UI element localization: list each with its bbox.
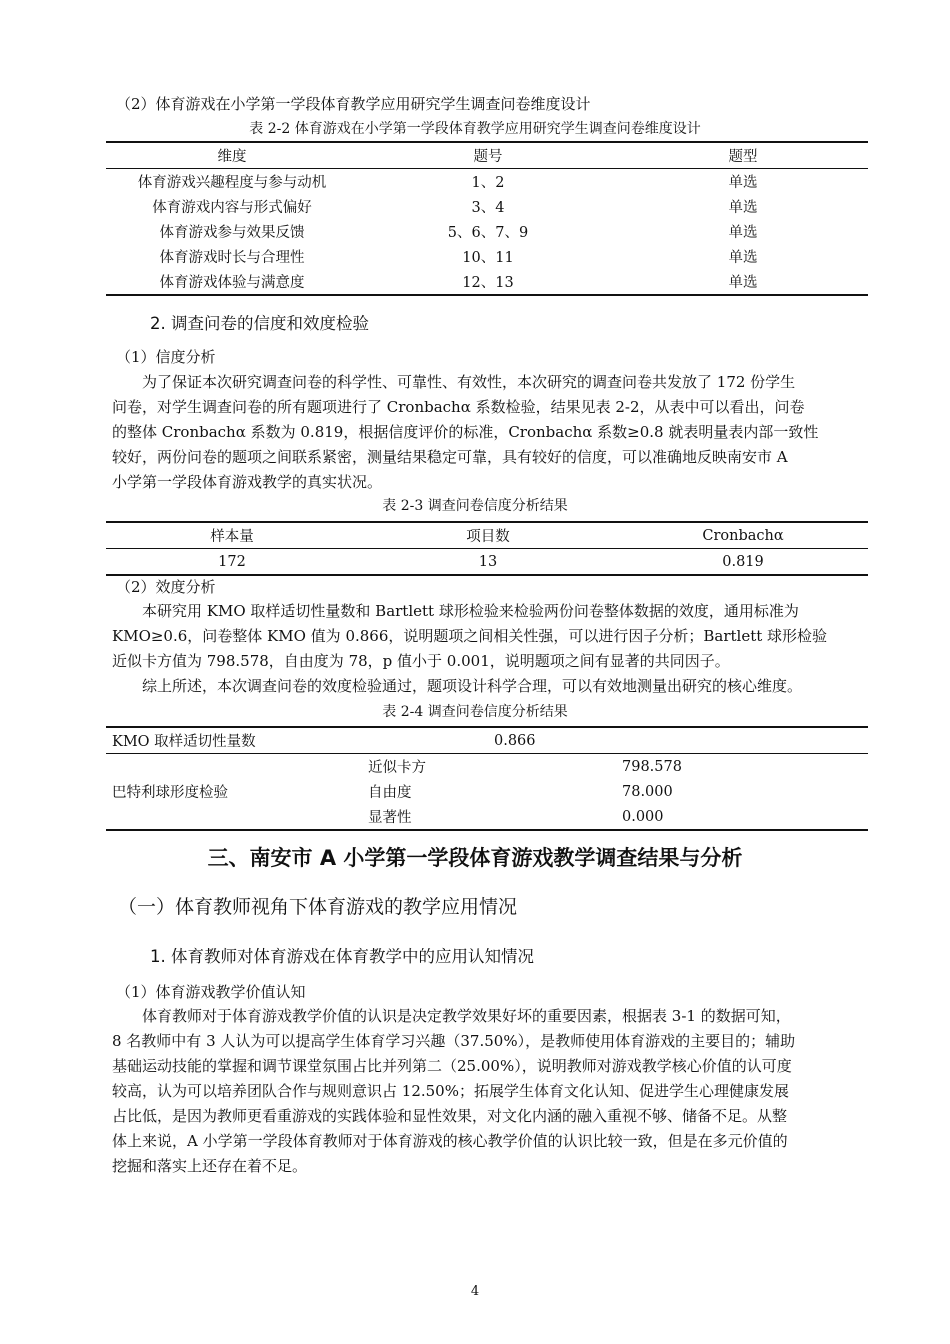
reliability-heading: （1）信度分析 [116,348,216,366]
table-cell: 798.578 [622,758,682,775]
subsection-title: 1. 体育教师对体育游戏在体育教学中的应用认知情况 [150,947,534,966]
table-row [106,219,868,244]
table-cell: 近似卡方 [368,760,426,776]
table-cell: 单选 [728,275,758,291]
paragraph-line: KMO≥0.6，问卷整体 KMO 值为 0.866，说明题项之间相关性强，可以进行因子分析；Bartlett 球形检验 [112,627,828,645]
table-cell: 5、6、7、9 [447,225,529,241]
table-cell: 体育游戏时长与合理性 [159,250,305,266]
paragraph-line: 本研究用 KMO 取样适切性量数和 Bartlett 球形检验来检验两份问卷整体数据的效度，通用标准为 [142,602,799,620]
table-2-3 [106,521,868,576]
value-cognition-paragraph [112,1004,860,1179]
table-cell: 0.000 [622,808,664,825]
table-cell: 单选 [728,175,758,191]
paragraph-line: 较高，认为可以培养团队合作与规则意识占 12.50%；拓展学生体育文化认知、促进学生心理健康发展 [112,1082,789,1100]
table-cell: 单选 [728,225,758,241]
table-2-4-caption: 表 2-4 调查问卷信度分析结果 [382,704,568,720]
table-cell: 172 [218,553,246,570]
reliability-paragraph [112,370,860,495]
table-row [106,169,868,195]
section-title-reliability-validity: 2. 调查问卷的信度和效度检验 [150,314,369,333]
table-cell: 13 [478,553,498,570]
table-cell: 10、11 [462,250,514,266]
paragraph-line: 体育教师对于体育游戏教学价值的认识是决定教学效果好坏的重要因素，根据表 3-1 的数据可知， [142,1007,791,1025]
table-cell: 显著性 [368,810,412,826]
table-row [106,194,868,219]
table-header-cell: Cronbachα [702,527,784,544]
table-cell: 体育游戏兴趣程度与参与动机 [137,175,327,191]
paragraph-line: 问卷，对学生调查问卷的所有题项进行了 Cronbachα 系数检验，结果见表 2-2，从表中可以看出，问卷 [112,398,805,416]
table-cell: 单选 [728,250,758,266]
paragraph-line: 为了保证本次研究调查问卷的科学性、可靠性、有效性，本次研究的调查问卷共发放了 172 份学生 [142,373,796,391]
paragraph-line: 体上来说，A 小学第一学段体育教师对于体育游戏的核心教学价值的认识比较一致，但是在多元价值的 [112,1132,788,1150]
value-cognition-heading: （1）体育游戏教学价值认知 [116,983,306,1001]
paragraph-line: 较好，两份问卷的题项之间联系紧密，测量结果稳定可靠，具有较好的信度，可以准确地反映南安市 A [112,448,788,466]
validity-paragraph [112,599,860,699]
paragraph-line: 8 名教师中有 3 人认为可以提高学生体育学习兴趣（37.50%），是教师使用体育游戏的主要目的；辅助 [112,1032,796,1050]
table-header-cell: 题号 [473,149,503,165]
validity-heading: （2）效度分析 [116,578,216,596]
paragraph-line: 的整体 Cronbachα 系数为 0.819，根据信度评价的标准，Cronbachα 系数≥0.8 就表明量表内部一致性 [112,423,819,441]
table-header-cell: 样本量 [210,529,254,545]
paragraph-line: 综上所述，本次调查问卷的效度检验通过，题项设计科学合理，可以有效地测量出研究的核心维度。 [142,677,803,695]
kmo-value: 0.866 [494,732,536,749]
table-cell: 12、13 [462,275,514,291]
questionnaire-dimension-heading: （2）体育游戏在小学第一学段体育教学应用研究学生调查问卷维度设计 [116,95,591,113]
table-cell: 1、2 [471,175,505,191]
table-cell: 体育游戏内容与形式偏好 [152,200,312,216]
table-header-row [106,522,868,549]
chapter-title: 三、南安市 A 小学第一学段体育游戏教学调查结果与分析 [207,846,743,870]
table-row [106,754,868,780]
table-2-2-caption: 表 2-2 体育游戏在小学第一学段体育教学应用研究学生调查问卷维度设计 [249,121,701,137]
table-cell: 体育游戏体验与满意度 [159,275,305,291]
table-header-row [106,142,868,169]
page-number: 4 [470,1284,480,1299]
table-row [106,549,868,576]
table-header-cell: 维度 [217,149,247,165]
paragraph-line: 近似卡方值为 798.578，自由度为 78，p 值小于 0.001，说明题项之间有显著的共同因子。 [112,652,730,670]
table-cell: 3、4 [471,200,505,216]
table-row [106,269,868,295]
table-row [106,244,868,269]
table-cell: 0.819 [722,553,764,570]
table-2-2 [106,141,868,296]
paragraph-line: 占比低，是因为教师更看重游戏的实践体验和显性效果，对文化内涵的融入重视不够、储备不足。从整 [112,1107,788,1125]
paragraph-line: 小学第一学段体育游戏教学的真实状况。 [112,473,383,491]
table-cell: 单选 [728,200,758,216]
table-cell: 自由度 [368,785,412,801]
table-2-3-caption: 表 2-3 调查问卷信度分析结果 [382,498,568,514]
paragraph-line: 挖掘和落实上还存在着不足。 [112,1157,308,1175]
table-2-4 [106,726,868,831]
bartlett-label: 巴特利球形度检验 [112,785,228,801]
paragraph-line: 基础运动技能的掌握和调节课堂氛围占比并列第二（25.00%），说明教师对游戏教学核心价值的认可度 [112,1057,792,1075]
table-cell: 体育游戏参与效果反馈 [159,225,305,241]
table-header-cell: 题型 [728,149,758,165]
section-title: （一）体育教师视角下体育游戏的教学应用情况 [118,896,518,918]
table-cell: 78.000 [622,783,673,800]
kmo-label: KMO 取样适切性量数 [112,734,256,750]
table-header-cell: 项目数 [466,529,510,545]
table-row [106,727,868,754]
